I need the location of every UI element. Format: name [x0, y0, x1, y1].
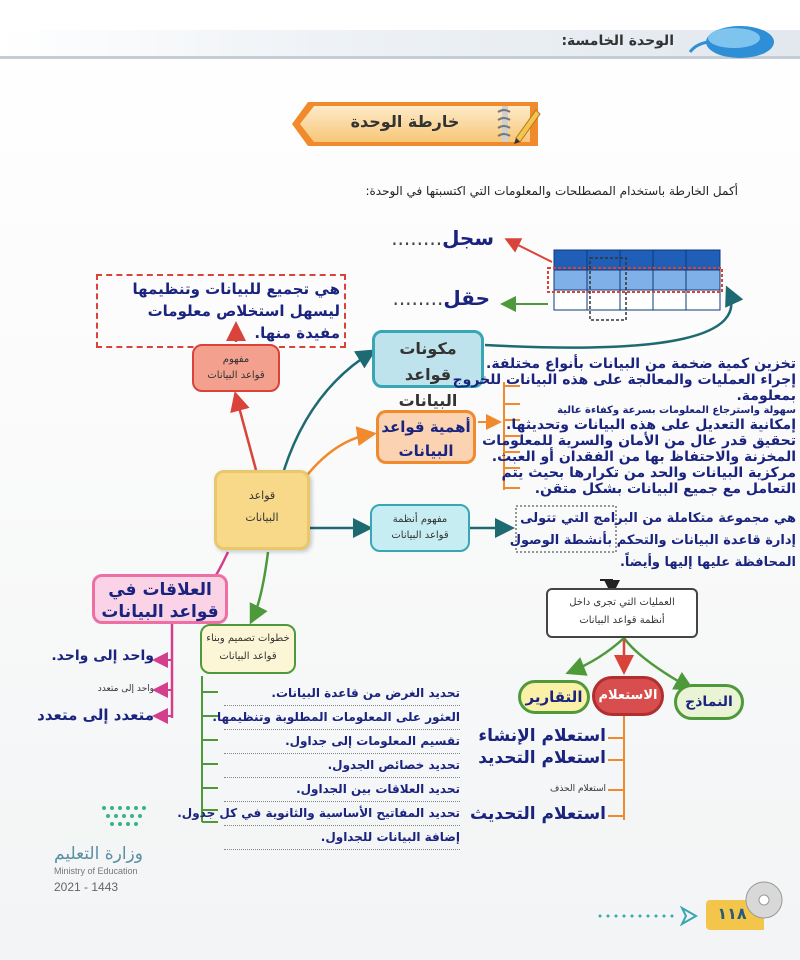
central-node-line2: البيانات	[245, 511, 279, 524]
central-node-line1: قواعد	[248, 489, 276, 502]
dbms-line2: قواعد البيانات	[391, 530, 449, 541]
instruction-text: أكمل الخارطة باستخدام المصطلحات والمعلومات التي اكتسبتها في الوحدة:	[365, 184, 738, 198]
importance-node: أهمية قواعد البيانات	[376, 410, 476, 464]
dbms-definition-line: المحافظة عليها إليها وأيضاً.	[619, 555, 796, 570]
ministry-name-en: Ministry of Education	[54, 866, 138, 876]
ministry-name-ar: وزارة التعليم	[54, 844, 143, 864]
dbms-definition-line: إدارة قاعدة البيانات والتحكم بأنشطة الوصول	[509, 533, 796, 548]
concept-title-line1: مفهوم	[222, 354, 250, 365]
field-label: حقل........	[392, 286, 490, 310]
table-diagram	[544, 246, 724, 326]
importance-item: إمكانية التعديل على هذه البيانات وتحديثها.	[506, 417, 796, 433]
components-node: مكونات قواعد البيانات	[372, 330, 484, 388]
concept-title-line2: قواعد البيانات	[207, 370, 265, 381]
dbms-line1: مفهوم أنظمة	[392, 514, 448, 525]
importance-item: سهولة واسترجاع المعلومات بسرعة وكفاءة عالية	[557, 405, 796, 416]
operations-node	[546, 588, 698, 638]
relation-many-to-many: متعدد إلى متعدد	[37, 706, 154, 724]
importance-item: التعامل مع جميع البيانات بشكل متقن.	[534, 481, 796, 497]
importance-item: إجراء العمليات والمعالجة على هذه البيانات للخروج	[452, 372, 796, 388]
dbms-definition-line: هي مجموعة متكاملة من البرامج التي تتولى	[520, 511, 796, 526]
query-item-delete: استعلام الحذف	[549, 784, 606, 794]
relation-one-to-many: واحد إلى متعدد	[97, 684, 154, 694]
dbms-concept-node	[370, 504, 470, 552]
operations-line1: العمليات التي تجرى داخل	[569, 597, 675, 608]
steps-node	[200, 624, 296, 674]
step-item: تقسيم المعلومات إلى جداول.	[224, 730, 460, 754]
importance-item: تخزين كمية ضخمة من البيانات بأنواع مختلفة.	[486, 356, 796, 372]
central-node	[214, 470, 310, 550]
step-item: تحديد الغرض من قاعدة البيانات.	[224, 682, 460, 706]
map-title: خارطة الوحدة	[350, 112, 460, 131]
page-pointer-icon	[596, 904, 704, 928]
steps-line1: خطوات تصميم وبناء	[206, 633, 290, 644]
step-item: تحديد المفاتيح الأساسية والثانوية في كل جدول.	[224, 802, 460, 826]
operations-line2: أنظمة قواعد البيانات	[579, 615, 665, 626]
step-item: العثور على المعلومات المطلوبة وتنظيمها.	[224, 706, 460, 730]
step-item: تحديد العلاقات بين الجداول.	[224, 778, 460, 802]
reports-node: التقارير	[518, 680, 590, 714]
dbms-definition	[509, 508, 796, 574]
page-number: ١١٨	[717, 904, 747, 923]
queries-node: الاستعلام	[592, 676, 664, 716]
ministry-year: 2021 - 1443	[54, 880, 119, 894]
steps-line2: قواعد البيانات	[219, 651, 277, 662]
query-item-create: استعلام الإنشاء	[478, 726, 606, 746]
unit-label: الوحدة الخامسة:	[561, 33, 674, 49]
query-item-update: استعلام التحديث	[470, 804, 606, 824]
query-item-select: استعلام التحديد	[478, 748, 606, 768]
step-item: تحديد خصائص الجدول.	[224, 754, 460, 778]
concept-node	[192, 344, 280, 392]
steps-list	[177, 682, 460, 850]
cd-disc-icon	[744, 880, 784, 920]
record-label: سجل........	[391, 226, 494, 250]
importance-item: مركزية البيانات والحد من تكرارها بحيث يتم	[501, 465, 796, 481]
importance-item: المخزنة والاحتفاظ بها من الفقدان أو العبث.	[491, 449, 796, 465]
relation-one-to-one: واحد إلى واحد.	[51, 648, 154, 664]
concept-definition: هي تجميع للبيانات وتنظيمها ليسهل استخلاص معلومات مفيدة منها.	[96, 274, 346, 348]
ministry-logo-icon	[96, 798, 156, 832]
step-item: إضافة البيانات للجداول.	[224, 826, 460, 850]
importance-item: تحقيق قدر عال من الأمان والسرية للمعلومات	[482, 433, 796, 449]
importance-item: بمعلومة.	[736, 388, 796, 404]
importance-list	[452, 356, 796, 497]
relations-node: العلاقات في قواعد البيانات	[92, 574, 228, 624]
forms-node: النماذج	[674, 684, 744, 720]
